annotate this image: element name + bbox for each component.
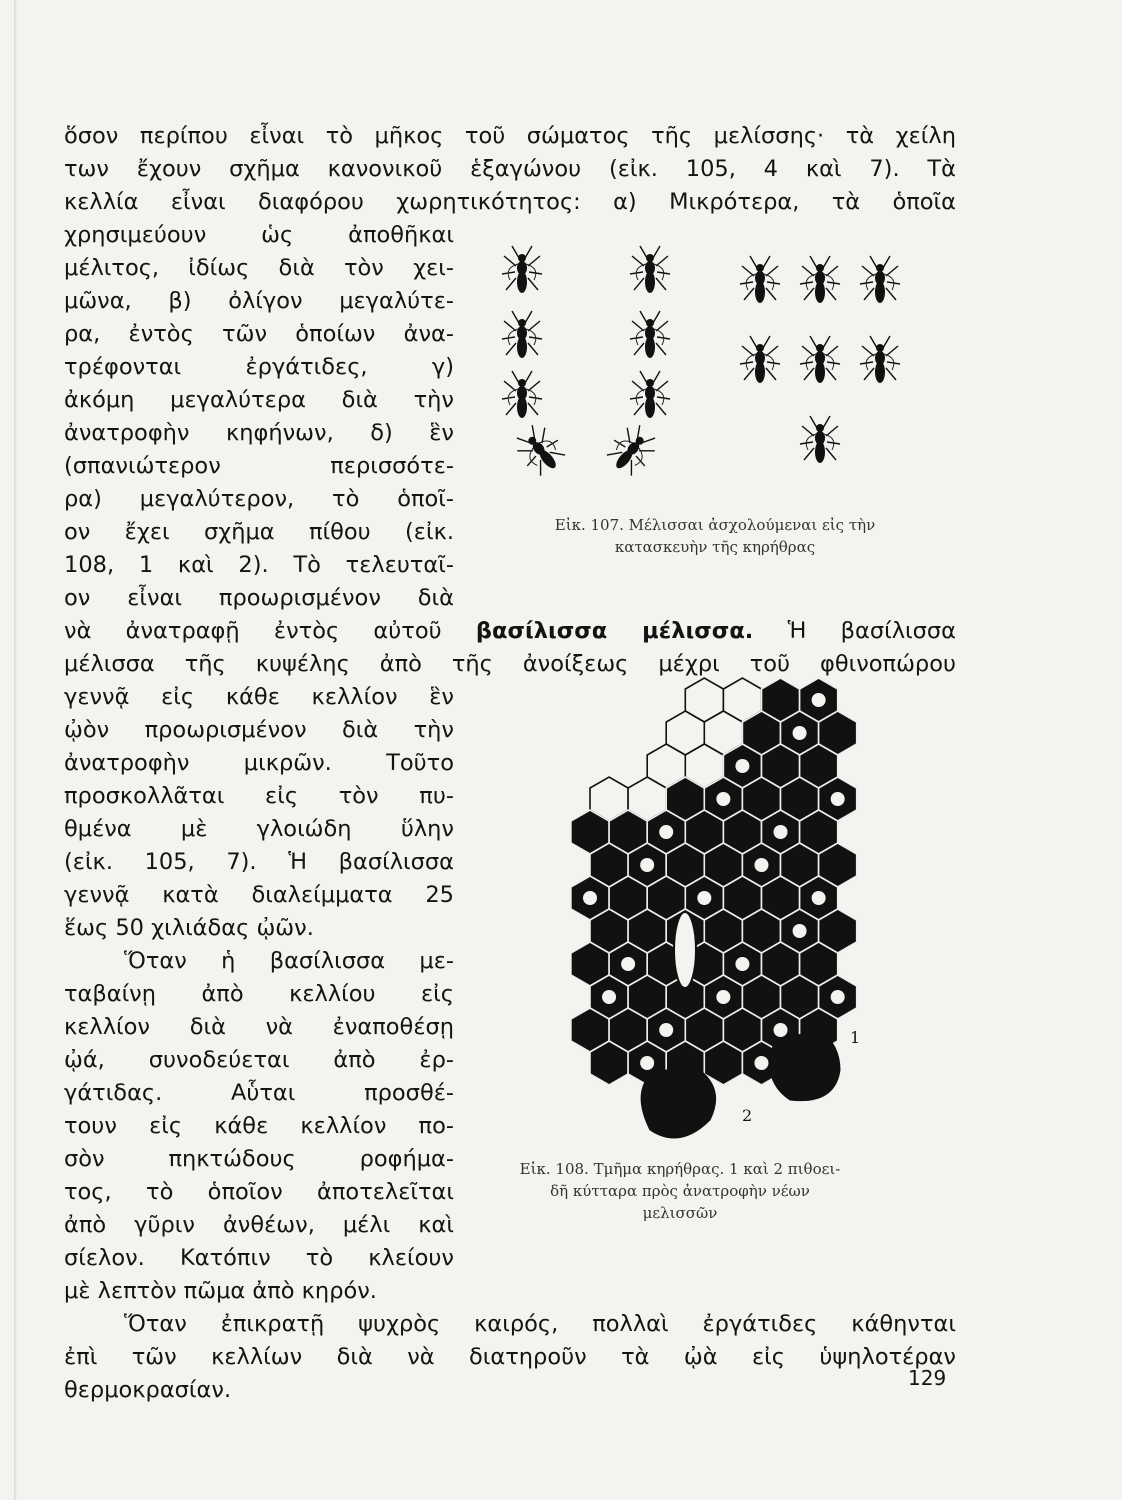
larva-drawing	[602, 990, 616, 1004]
text-segment: νὰ ἀνατραφῇ ἐντὸς αὐτοῦ	[64, 618, 442, 644]
text-line: των ἔχουν σχῆμα κανονικοῦ ἑξαγώνου (εἰκ. 105, 4 καὶ 7). Τὰ	[64, 156, 956, 182]
text-line: κελλίον διὰ νὰ ἐναποθέσῃ	[64, 1014, 454, 1040]
larva-drawing	[793, 924, 807, 938]
bee-drawing	[740, 336, 780, 383]
text-line: γεννᾷ κατὰ διαλείμματα 25	[64, 882, 454, 908]
section-heading: βασίλισσα μέλισσα.	[475, 618, 754, 644]
bee-drawing	[800, 256, 840, 303]
larva-drawing	[716, 792, 730, 806]
larva-drawing	[812, 693, 826, 707]
text-line: ον ἔχει σχῆμα πίθου (εἰκ.	[64, 519, 454, 545]
larva-drawing	[735, 759, 749, 773]
bee-drawing	[800, 416, 840, 463]
larva-drawing	[774, 825, 788, 839]
bee-drawing	[630, 246, 670, 293]
bee-drawing	[502, 371, 542, 418]
bee-drawing	[502, 246, 542, 293]
text-line: τουν εἰς κάθε κελλίον πο-	[64, 1113, 454, 1139]
bee-drawing	[509, 419, 570, 481]
text-line: ἀκόμη μεγαλύτερα διὰ τὴν	[64, 387, 454, 413]
larva-drawing	[754, 1056, 768, 1070]
larva-drawing	[812, 891, 826, 905]
bee-drawing	[502, 311, 542, 358]
larva-drawing	[640, 858, 654, 872]
larva-drawing	[831, 990, 845, 1004]
text-line: Ὅταν ἐπικρατῇ ψυχρὸς καιρός, πολλαὶ ἐργάτιδες κάθηνται	[124, 1311, 956, 1337]
larva-drawing	[793, 726, 807, 740]
bee-drawing	[630, 371, 670, 418]
text-line: ἕως 50 χιλιάδας ᾠῶν.	[64, 915, 314, 941]
text-line: κελλία εἶναι διαφόρου χωρητικότητος: α) Μικρότερα, τὰ ὁποῖα	[64, 189, 956, 215]
text-line: ὅσον περίπου εἶναι τὸ μῆκος τοῦ σώματος τῆς μελίσσης· τὰ χείλη	[64, 123, 956, 149]
text-line: χρησιμεύουν ὡς ἀποθῆκαι	[64, 222, 454, 248]
figure-label: 2	[742, 1106, 753, 1125]
bee-drawing	[860, 336, 900, 383]
text-line: θερμοκρασίαν.	[64, 1377, 232, 1403]
larva-drawing	[697, 891, 711, 905]
text-line: (εἰκ. 105, 7). Ἡ βασίλισσα	[64, 849, 454, 875]
bee-drawing	[860, 256, 900, 303]
larva-drawing	[831, 792, 845, 806]
text-line: ταβαίνῃ ἀπὸ κελλίου εἰς	[64, 981, 454, 1007]
caption-line: Εἰκ. 108. Τμῆμα κηρήθρας. 1 καὶ 2 πιθοει-	[519, 1160, 841, 1178]
text-line: μῶνα, β) ὀλίγον μεγαλύτε-	[64, 288, 454, 314]
text-line: ρα) μεγαλύτερον, τὸ ὁποῖ-	[64, 486, 454, 512]
larva-drawing	[716, 990, 730, 1004]
text-line: (σπανιώτερον περισσότε-	[64, 453, 454, 479]
caption-line: κατασκευὴν τῆς κηρήθρας	[614, 538, 816, 556]
figure-bee-chains	[470, 240, 950, 510]
larva-drawing	[659, 825, 673, 839]
text-line: σίελον. Κατόπιν τὸ κλείουν	[64, 1245, 454, 1271]
larva-drawing	[774, 1023, 788, 1037]
bee-drawing	[630, 311, 670, 358]
larva-drawing	[754, 858, 768, 872]
bee-drawing	[800, 336, 840, 383]
text-line: ἀνατροφὴν κηφήνων, δ) ἓν	[64, 420, 454, 446]
larva-drawing	[735, 957, 749, 971]
larva-drawing	[659, 1023, 673, 1037]
caption-line: Εἰκ. 107. Μέλισσαι ἀσχολούμεναι εἰς τὴν	[554, 516, 876, 534]
binding-edge	[14, 0, 17, 1500]
bee-drawing	[602, 419, 663, 481]
queen-bee-drawing	[674, 912, 696, 988]
text-line: ἐπὶ τῶν κελλίων διὰ νὰ διατηροῦν τὰ ᾠὰ εἰς ὑψηλοτέραν	[64, 1344, 956, 1370]
figure-caption	[470, 1158, 890, 1224]
queen-cell-drawing	[770, 1030, 840, 1101]
larva-drawing	[640, 1056, 654, 1070]
queen-cell-drawing	[641, 1070, 716, 1138]
text-line: τος, τὸ ὁποῖον ἀποτελεῖται	[64, 1179, 454, 1205]
text-line: θμένα μὲ γλοιώδη ὕλην	[64, 816, 454, 842]
figure-label: 1	[850, 1028, 861, 1047]
text-line: μέλισσα τῆς κυψέλης ἀπὸ τῆς ἀνοίξεως μέχρι τοῦ φθινοπώρου	[64, 651, 956, 677]
text-line: προσκολλᾶται εἰς τὸν πυ-	[64, 783, 454, 809]
text-line: 108, 1 καὶ 2). Τὸ τελευταῖ-	[64, 552, 454, 578]
text-line: ον εἶναι προωρισμένον διὰ	[64, 585, 454, 611]
bee-drawing	[740, 256, 780, 303]
larva-drawing	[583, 891, 597, 905]
text-line: μέλιτος, ἰδίως διὰ τὸν χει-	[64, 255, 454, 281]
text-line: γάτιδας. Αὗται προσθέ-	[64, 1080, 454, 1106]
larva-drawing	[621, 957, 635, 971]
caption-line: δῆ κύτταρα πρὸς ἀνατροφὴν νέων	[550, 1182, 810, 1200]
text-line: σὸν πηκτώδους ροφήμα-	[64, 1146, 454, 1172]
figure-honeycomb	[560, 660, 880, 1150]
text-line-with-heading	[64, 615, 956, 648]
text-line: γεννᾷ εἰς κάθε κελλίον ἓν	[64, 684, 454, 710]
text-line: ρα, ἐντὸς τῶν ὁποίων ἀνα-	[64, 321, 454, 347]
text-line: τρέφονται ἐργάτιδες, γ)	[64, 354, 454, 380]
text-line: μὲ λεπτὸν πῶμα ἀπὸ κηρόν.	[64, 1278, 377, 1304]
text-line: ἀπὸ γῦριν ἀνθέων, μέλι καὶ	[64, 1212, 454, 1238]
text-line: Ὅταν ἡ βασίλισσα με-	[124, 948, 454, 974]
text-segment: Ἡ βασίλισσα	[787, 618, 956, 644]
text-line: ᾠὸν προωρισμένον διὰ τὴν	[64, 717, 454, 743]
caption-line: μελισσῶν	[642, 1204, 718, 1222]
figure-caption	[480, 514, 950, 558]
page-number: 129	[908, 1366, 947, 1390]
text-line: ἀνατροφὴν μικρῶν. Τοῦτο	[64, 750, 454, 776]
text-line: ᾠά, συνοδεύεται ἀπὸ ἐρ-	[64, 1047, 454, 1073]
